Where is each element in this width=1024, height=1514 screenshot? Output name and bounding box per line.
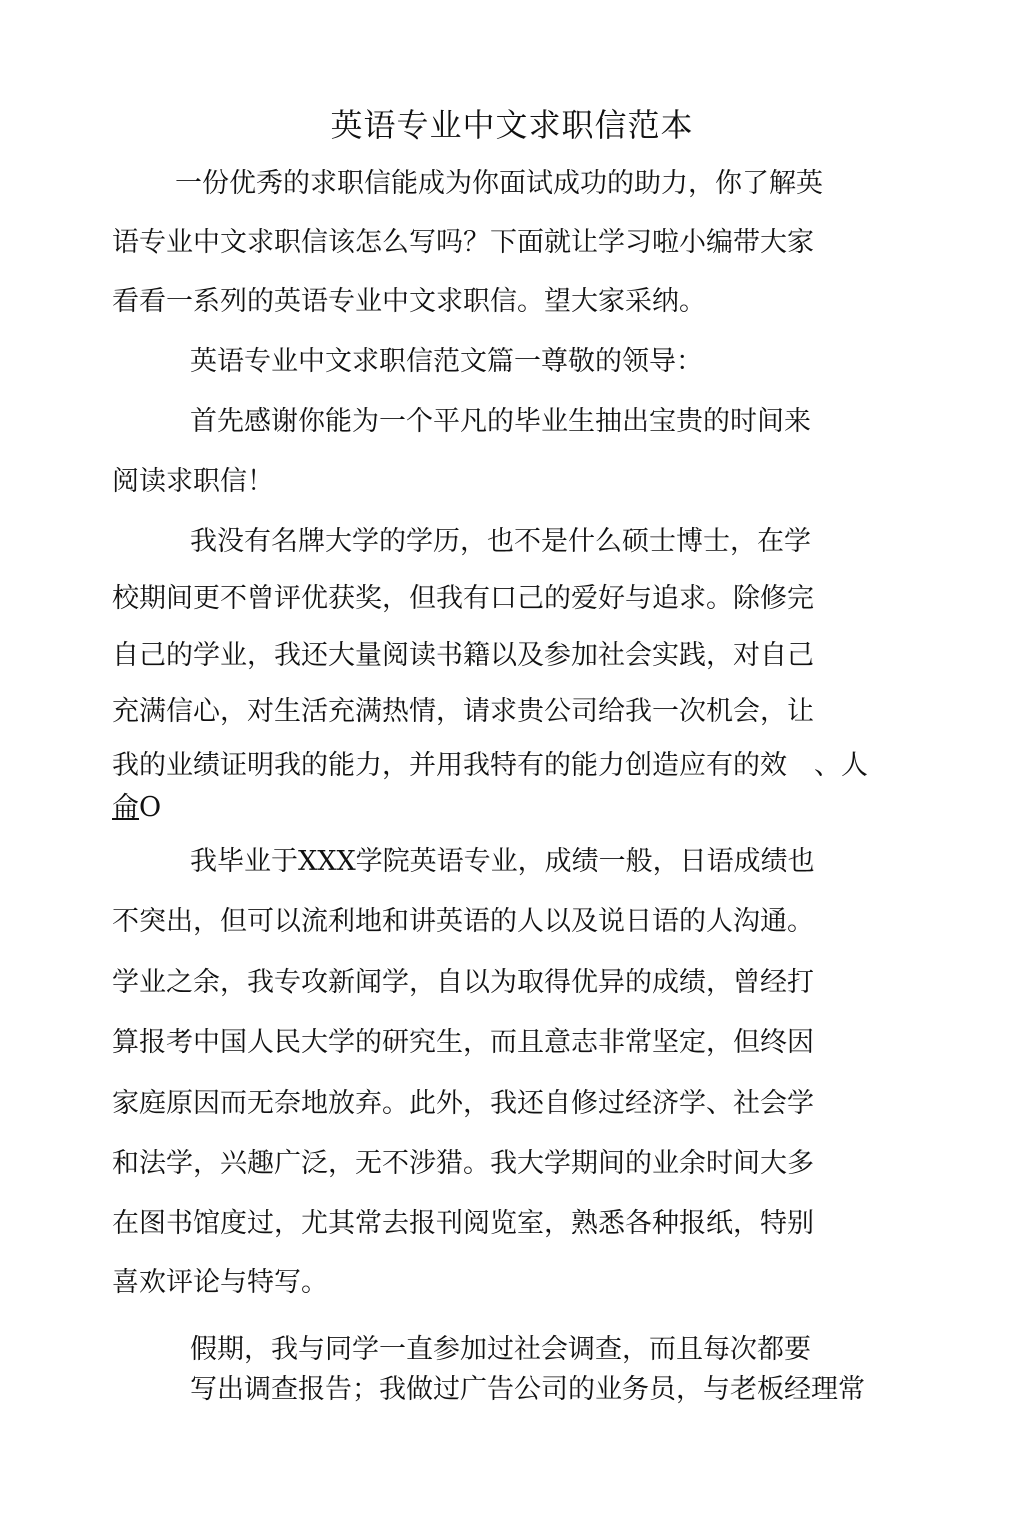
paragraph-line: 一份优秀的求职信能成为你面试成功的助力，你了解英 (175, 168, 823, 199)
paragraph-line: 英语专业中文求职信范文篇一尊敬的领导： (190, 346, 703, 377)
paragraph-line: 喜欢评论与特写。 (112, 1267, 328, 1298)
trailing-fragment: O (139, 792, 162, 823)
paragraph-line: 校期间更不曾评优获奖，但我有口己的爱好与追求。除修完 (112, 583, 814, 614)
document-title: 英语专业中文求职信范本 (330, 106, 694, 144)
paragraph-line: 假期，我与同学一直参加过社会调查，而且每次都要 (190, 1334, 811, 1365)
paragraph-line-tail (112, 790, 161, 826)
paragraph-line: 在图书馆度过，尤其常去报刊阅览室，熟悉各种报纸，特别 (112, 1208, 814, 1239)
paragraph-line: 不突出，但可以流利地和讲英语的人以及说日语的人沟通。 (112, 906, 814, 937)
paragraph-line: 学业之余，我专攻新闻学，自以为取得优异的成绩，曾经打 (112, 967, 814, 998)
paragraph-line: 阅读求职信！ (112, 466, 274, 497)
paragraph-line: 语专业中文求职信该怎么写吗？下面就让学习啦小编带大家 (112, 227, 814, 258)
paragraph-line: 我毕业于XXX学院英语专业，成绩一般，日语成绩也 (190, 846, 815, 877)
paragraph-line: 我没有名牌大学的学历，也不是什么硕士博士，在学 (190, 526, 811, 557)
paragraph-line: 首先感谢你能为一个平凡的毕业生抽出宝贵的时间来 (190, 406, 811, 437)
underlined-fragment: 侖 (112, 792, 139, 823)
paragraph-line: 和法学，兴趣广泛，无不涉猎。我大学期间的业余时间大多 (112, 1148, 814, 1179)
paragraph-line: 写出调查报告；我做过广告公司的业务员，与老板经理常 (190, 1374, 865, 1405)
paragraph-line: 充满信心，对生活充满热情，请求贵公司给我一次机会，让 (112, 696, 814, 727)
paragraph-line: 看看一系列的英语专业中文求职信。望大家采纳。 (112, 286, 706, 317)
paragraph-line: 我的业绩证明我的能力，并用我特有的能力创造应有的效 、人 (112, 750, 868, 781)
paragraph-line: 自己的学业，我还大量阅读书籍以及参加社会实践，对自己 (112, 640, 814, 671)
paragraph-line: 家庭原因而无奈地放弃。此外，我还自修过经济学、社会学 (112, 1088, 814, 1119)
paragraph-line: 算报考中国人民大学的研究生，而且意志非常坚定，但终因 (112, 1027, 814, 1058)
